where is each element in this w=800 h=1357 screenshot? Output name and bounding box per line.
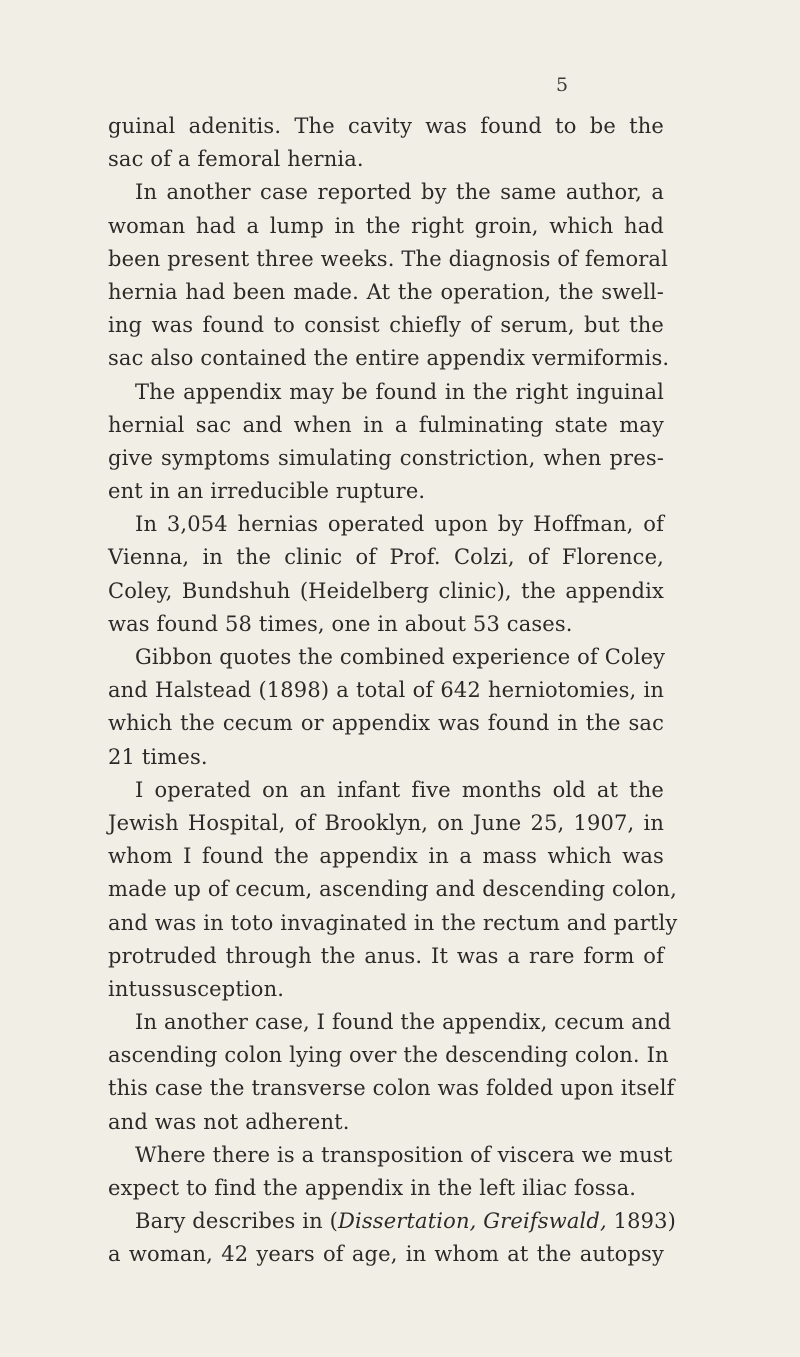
paragraph <box>108 774 678 1006</box>
text-line: been present three weeks. The diagnosis of femoral <box>108 246 668 271</box>
text-line: In another case, I found the appendix, cecum and <box>135 1010 672 1035</box>
text-segment: 1893) <box>606 1209 676 1234</box>
text-line: made up of cecum, ascending and descending colon, <box>108 877 677 902</box>
text-line: give symptoms simulating constriction, when pres- <box>108 445 664 470</box>
page-number: 5 <box>556 74 569 96</box>
text-line: guinal adenitis. The cavity was found to be the <box>108 114 664 138</box>
text-line: and Halstead (1898) a total of 642 herniotomies, in <box>108 678 664 703</box>
text-line: In 3,054 hernias operated upon by Hoffman, of <box>135 512 664 537</box>
text-line: and was in toto invaginated in the rectum and partly <box>108 910 678 935</box>
text-line: which the cecum or appendix was found in the sac <box>108 711 664 736</box>
text-line: Coley, Bundshuh (Heidelberg clinic), the appendix <box>108 578 664 603</box>
text-line: In another case reported by the same author, a <box>135 180 664 205</box>
text-line: woman had a lump in the right groin, which had <box>108 213 664 238</box>
paragraph <box>108 1139 673 1205</box>
text-line: Jewish Hospital, of Brooklyn, on June 25, 1907, in <box>108 810 664 835</box>
text-line: Vienna, in the clinic of Prof. Colzi, of Florence, <box>108 545 664 570</box>
text-line: ent in an irreducible rupture. <box>108 479 426 504</box>
paragraph <box>108 508 664 641</box>
body-text <box>108 110 678 1272</box>
paragraph <box>108 176 670 375</box>
text-line: whom I found the appendix in a mass which was <box>108 844 664 869</box>
text-line: and was not adherent. <box>108 1109 350 1134</box>
text-line: 21 times. <box>108 744 208 769</box>
paragraph <box>108 1205 676 1271</box>
text-line: Where there is a transposition of viscera we must <box>135 1142 673 1167</box>
paragraph <box>108 376 664 509</box>
text-line: sac also contained the entire appendix vermiformis. <box>108 346 670 371</box>
text-line: hernia had been made. At the operation, the swell- <box>108 279 664 304</box>
text-line: Gibbon quotes the combined experience of Coley <box>135 645 666 669</box>
paragraph <box>108 641 664 774</box>
text-segment: Bary describes in ( <box>135 1209 338 1234</box>
text-line: a woman, 42 years of age, in whom at the autopsy <box>108 1242 664 1267</box>
text-line: sac of a femoral hernia. <box>108 147 364 172</box>
text-line: protruded through the anus. It was a rare form of <box>108 943 664 968</box>
paragraph <box>108 110 664 176</box>
text-line: hernial sac and when in a fulminating state may <box>108 412 664 437</box>
text-line: ing was found to consist chiefly of serum, but the <box>108 313 664 338</box>
text-line: this case the transverse colon was folded upon itself <box>108 1076 675 1101</box>
text-line <box>108 1205 676 1238</box>
text-line: expect to find the appendix in the left iliac fossa. <box>108 1176 637 1200</box>
paragraph <box>108 1006 675 1139</box>
text-line: was found 58 times, one in about 53 cases. <box>108 611 573 636</box>
text-line: I operated on an infant five months old at the <box>135 777 664 802</box>
text-line: The appendix may be found in the right inguinal <box>135 379 664 404</box>
text-line: ascending colon lying over the descending colon. In <box>108 1043 669 1068</box>
text-line: intussusception. <box>108 976 285 1001</box>
citation-title: Dissertation, Greifswald, <box>337 1209 607 1234</box>
